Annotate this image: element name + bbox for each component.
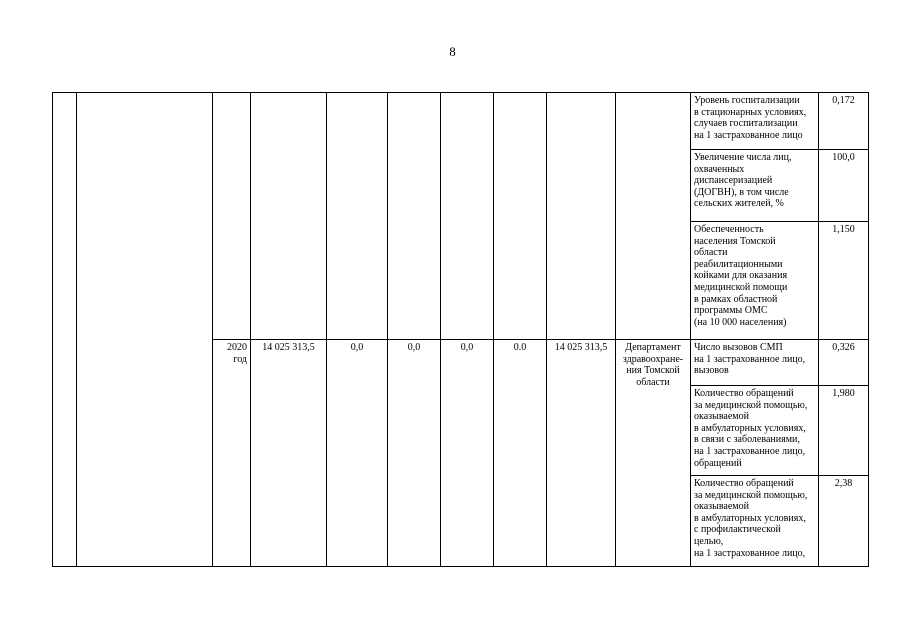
indicator-name: Количество обращений за медицинской помощью, оказываемой в амбулаторных условиях, с профилактической целью, на 1 застрахованное лицо, <box>691 476 819 567</box>
indicator-value: 0,172 <box>819 93 869 150</box>
task-cell <box>77 93 213 567</box>
col-d-cell-prev <box>494 93 547 340</box>
page-number: 8 <box>449 44 456 59</box>
department-cell: Департамент здравоохране- ния Томской области <box>616 340 691 567</box>
col-a-cell-prev <box>327 93 388 340</box>
indicator-name: Увеличение числа лиц, охваченных диспансеризацией (ДОГВН), в том числе сельских жителей, % <box>691 150 819 222</box>
col-d-cell: 0.0 <box>494 340 547 567</box>
indicator-value: 1,150 <box>819 222 869 340</box>
col-c-cell-prev <box>441 93 494 340</box>
year-cell: 2020 год <box>213 340 251 567</box>
indicator-name: Число вызовов СМП на 1 застрахованное лицо, вызовов <box>691 340 819 386</box>
table-row <box>53 93 869 150</box>
indicator-value: 1,980 <box>819 386 869 476</box>
total-cell: 14 025 313,5 <box>251 340 327 567</box>
total-cell-prev <box>251 93 327 340</box>
indicator-name: Уровень госпитализации в стационарных условиях, случаев госпитализации на 1 застрахованное лицо <box>691 93 819 150</box>
program-table <box>52 92 869 567</box>
indicator-value: 100,0 <box>819 150 869 222</box>
col-b-cell-prev <box>388 93 441 340</box>
year-cell-prev <box>213 93 251 340</box>
indicator-name: Обеспеченность населения Томской области реабилитационными койками для оказания медицинской помощи в рамках областной программы ОМС (на 10 000 населения) <box>691 222 819 340</box>
col-c-cell: 0,0 <box>441 340 494 567</box>
col-b-cell: 0,0 <box>388 340 441 567</box>
indicator-value: 2,38 <box>819 476 869 567</box>
indicator-name: Количество обращений за медицинской помощью, оказываемой в амбулаторных условиях, в связи с заболеваниями, на 1 застрахованное лицо, обращений <box>691 386 819 476</box>
num-cell <box>53 93 77 567</box>
col-e-cell: 14 025 313,5 <box>547 340 616 567</box>
col-a-cell: 0,0 <box>327 340 388 567</box>
indicator-value: 0,326 <box>819 340 869 386</box>
department-cell-prev <box>616 93 691 340</box>
col-e-cell-prev <box>547 93 616 340</box>
